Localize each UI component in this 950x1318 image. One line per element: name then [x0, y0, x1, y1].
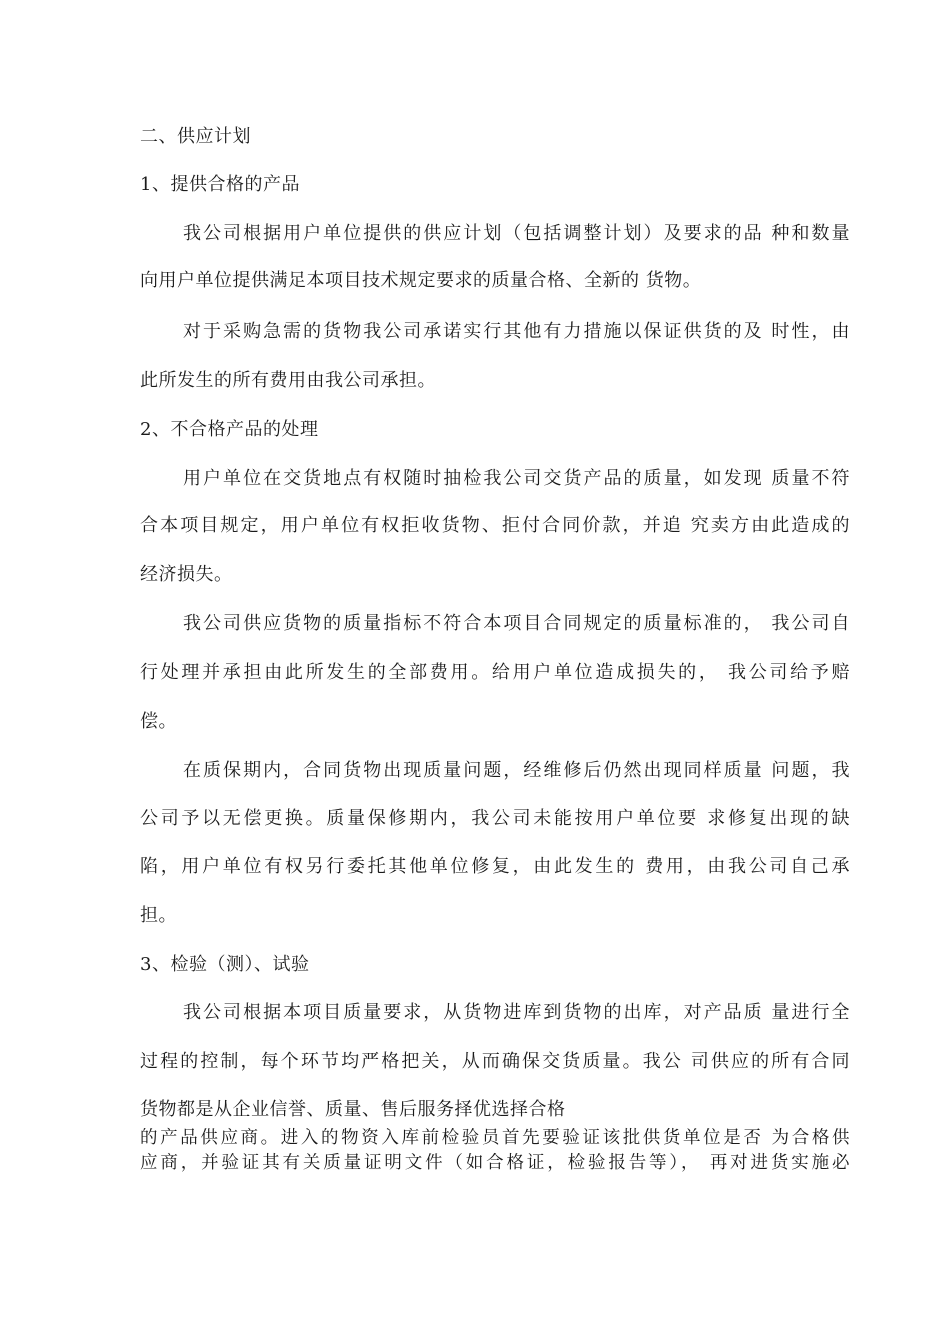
paragraph-line: 合本项目规定，用户单位有权拒收货物、拒付合同价款，并追 究卖方由此造成的: [140, 515, 850, 536]
paragraph-line: 的产品供应商。进入的物资入库前检验员首先要验证该批供货单位是否 为合格供: [140, 1128, 850, 1148]
paragraph-line: 我公司根据用户单位提供的供应计划（包括调整计划）及要求的品 种和数量: [183, 223, 850, 244]
paragraph-line: 担。: [140, 905, 177, 926]
paragraph-line: 经济损失。: [140, 564, 233, 585]
paragraph-line: 向用户单位提供满足本项目技术规定要求的质量合格、全新的 货物。: [140, 270, 702, 291]
paragraph-line: 对于采购急需的货物我公司承诺实行其他有力措施以保证供货的及 时性，由: [183, 321, 850, 342]
paragraph-line: 行处理并承担由此所发生的全部费用。给用户单位造成损失的， 我公司给予赔: [140, 662, 850, 683]
paragraph-line: 用户单位在交货地点有权随时抽检我公司交货产品的质量，如发现 质量不符: [183, 468, 850, 489]
paragraph-line: 货物都是从企业信誉、质量、售后服务择优选择合格: [140, 1099, 566, 1120]
paragraph-line: 陷，用户单位有权另行委托其他单位修复，由此发生的 费用，由我公司自己承: [140, 856, 850, 877]
heading-3: 3、检验（测）、试验: [140, 954, 310, 975]
paragraph-line: 此所发生的所有费用由我公司承担。: [140, 370, 436, 391]
paragraph-line: 公司予以无偿更换。质量保修期内，我公司未能按用户单位要 求修复出现的缺: [140, 808, 850, 829]
paragraph-line: 偿。: [140, 711, 177, 732]
paragraph-line: 在质保期内，合同货物出现质量问题，经维修后仍然出现同样质量 问题，我: [183, 760, 850, 781]
paragraph-line: 我公司根据本项目质量要求，从货物进库到货物的出库，对产品质 量进行全: [183, 1002, 850, 1023]
paragraph-line: 我公司供应货物的质量指标不符合本项目合同规定的质量标准的， 我公司自: [183, 613, 850, 634]
heading-2: 2、不合格产品的处理: [140, 419, 319, 440]
section-title: 二、供应计划: [140, 126, 251, 147]
heading-1: 1、提供合格的产品: [140, 174, 300, 195]
paragraph-line: 应商，并验证其有关质量证明文件（如合格证，检验报告等）， 再对进货实施必: [140, 1153, 850, 1173]
paragraph-line: 过程的控制，每个环节均严格把关，从而确保交货质量。我公 司供应的所有合同: [140, 1051, 850, 1072]
